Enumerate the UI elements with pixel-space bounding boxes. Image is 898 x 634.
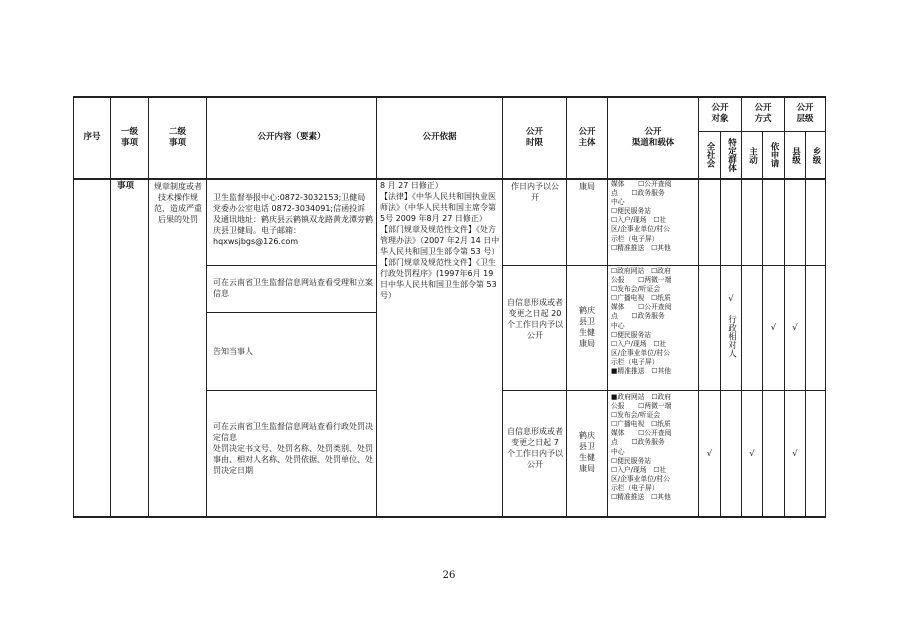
channels-2: ☐政府网站 ☐政府 公报 ☐两微一端 ☐发布会/听证会 ☐广播电视 ☐纸质 媒体 ☐公开查阅 点 ☐政务服务 中心 ☐便民服务站 ☐入户/现场 ☐社 区/企事业单位/村公 示栏（电子屏） ■精准推送 ☐其他 [611,267,672,376]
header-level-county: 县级 [790,146,801,164]
header-object-specific: 特定群体 [726,138,737,172]
level1-text: 事项 [117,181,135,191]
active-check-3: √ [749,448,755,459]
table-bottom-border [73,516,826,518]
specific-group-text: 行政相对人 [726,314,737,358]
subject-2: 鹤庆县卫生健康局 [579,306,595,348]
header-subject: 公开 主体 [578,126,596,148]
page-number: 26 [442,570,456,581]
header-seq: 序号 [83,132,101,142]
time-limit-3: 自信息形成或者变更之日起 7 个工作日内予以公开 [507,427,563,469]
row-divider [502,265,826,266]
header-time-limit: 公开 时限 [525,126,543,148]
county-check-3: √ [792,448,798,459]
subject-1: 康局 [579,182,595,191]
subject-3: 鹤庆县卫生健康局 [579,431,595,473]
specific-group-text-cell [721,305,741,367]
channels-1: 媒体 ☐公开查阅 点 ☐政务服务 中心 ☐便民服务站 ☐入户/现场 ☐社 区/企事业单位/村公 示栏（电子屏） ☐精准推送 ☐其他 [611,180,672,252]
specific-group-check-2: √ [728,293,734,304]
content-row-3: 告知当事人 [213,347,253,356]
header-level2: 二级 事项 [168,126,186,148]
header-level-township-cell [806,132,825,178]
col-divider [805,131,806,517]
header-level-county-cell [785,132,805,178]
row-divider [206,390,376,391]
header-level-township: 乡级 [811,146,821,164]
all-society-check-3: √ [706,448,713,459]
header-object-all-cell [699,132,720,178]
header-object-group: 公开 对象 [711,103,729,124]
header-content: 公开内容（要素） [257,132,326,142]
row-divider [502,390,826,391]
county-check-2: √ [792,322,798,333]
time-limit-2: 自信息形成或者变更之日起 20 个工作日内予以公开 [507,298,563,340]
request-check-2: √ [770,322,777,333]
header-level-group: 公开 层级 [796,103,814,124]
row-divider [206,312,376,313]
level2-text: 规章制度或者技术操作规范，造成严重后果的处罚 [154,182,202,224]
header-channels: 公开 渠道和载体 [631,126,675,148]
header-level1: 一级 事项 [120,126,138,148]
basis-text: 8 月 27 日修正） 【法律】《中华人民共和国执业医师法》（中华人民共和国主席令第5号 2009 年8月 27 日修正） 【部门规章及规范性文件】《处方管理办法》（2007 年2月 14 日中华人民共和国卫生部令第 53 号） 【部门规章及规范性文件】《卫生行政处罚程序》(1997年6月 19 日中华人民共和国卫生部令第 53 号） [380,181,500,300]
header-method-request-cell [763,132,784,178]
row-divider [206,265,376,266]
header-method-request: 依申请 [769,142,779,168]
table-right-border [825,96,826,517]
header-object-all: 全社会 [705,142,715,168]
time-limit-1: 作日内予以公开 [511,182,559,202]
content-row-4: 可在云南省卫生监督信息网站查看行政处罚决定信息 处罚决定书文号、处罚名称、处罚类别、处罚事由、相对人名称、处罚依据、处罚单位、处罚决定日期 [213,422,373,475]
channels-3: ■政府网站 ☐政府 公报 ☐两微一端 ☐发布会/听证会 ☐广播电视 ☐纸质 媒体 ☐公开查阅 点 ☐政务服务 中心 ☐便民服务站 ☐入户/现场 ☐社 区/企事业单位/村公 示栏（电子屏） ☐精准推送 ☐其他 [611,393,672,502]
header-method-group: 公开 方式 [754,103,772,124]
header-object-specific-cell [721,132,741,178]
header-method-active-cell [742,132,762,178]
content-row-2: 可在云南省卫生监督信息网站查看受理和立案信息 [213,278,373,298]
header-basis: 公开依据 [422,132,457,142]
content-row-1: 卫生监督举报中心:0872-3032153;卫健局党委办公室电话 0872-3034091;信函投诉及通讯地址：鹤庆县云鹤镇双龙路黄龙潭旁鹤庆县卫健局。电子邮箱：hqxwsjbgs@126.com [213,193,373,246]
header-method-active: 主动 [747,146,758,164]
